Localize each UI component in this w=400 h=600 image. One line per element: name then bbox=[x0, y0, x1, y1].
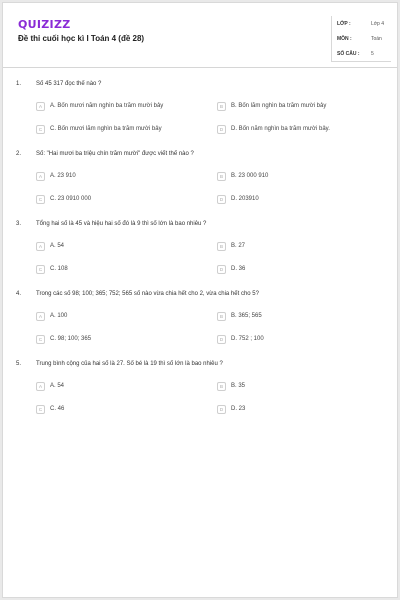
option-letter-box: D bbox=[217, 125, 226, 134]
meta-key: LỚP : bbox=[337, 20, 351, 27]
option-text: B. 27 bbox=[231, 243, 246, 249]
option-letter-box: C bbox=[36, 125, 45, 134]
option-text: B. Bốn lăm nghìn ba trăm mười bảy bbox=[231, 103, 327, 109]
option-letter-box: D bbox=[217, 195, 226, 204]
option-text: C. Bốn mươi lăm nghìn ba trăm mười bảy bbox=[50, 126, 162, 132]
meta-value: 5 bbox=[371, 50, 374, 57]
option-d[interactable] bbox=[217, 124, 330, 134]
option-text: C. 98; 100; 365 bbox=[50, 336, 92, 342]
question-number: 3. bbox=[16, 221, 22, 227]
option-d[interactable] bbox=[217, 194, 259, 204]
option-letter-box: D bbox=[217, 265, 226, 274]
option-c[interactable] bbox=[36, 194, 91, 204]
option-letter-box: B bbox=[217, 312, 226, 321]
option-text: D. 203910 bbox=[231, 196, 259, 202]
option-text: A. Bốn mươi năm nghìn ba trăm mười bảy bbox=[50, 103, 164, 109]
option-b[interactable] bbox=[217, 241, 245, 251]
option-d[interactable] bbox=[217, 264, 245, 274]
question-text: Trung bình cộng của hai số là 27. Số bé là 19 thì số lớn là bao nhiêu ? bbox=[36, 361, 223, 367]
option-a[interactable] bbox=[36, 381, 64, 391]
question-number: 5. bbox=[16, 361, 22, 367]
option-a[interactable] bbox=[36, 101, 163, 111]
question-text: Số 45 317 đọc thế nào ? bbox=[36, 81, 102, 87]
question-number: 4. bbox=[16, 291, 22, 297]
option-letter-box: B bbox=[217, 172, 226, 181]
meta-value: Toán bbox=[371, 35, 382, 42]
option-c[interactable] bbox=[36, 334, 91, 344]
option-c[interactable] bbox=[36, 404, 64, 414]
question-text: Số: "Hai mươi ba triệu chín trăm mười" được viết thế nào ? bbox=[36, 151, 194, 157]
option-text: B. 35 bbox=[231, 383, 246, 389]
question-text: Tổng hai số là 45 và hiệu hai số đó là 9 thì số lớn là bao nhiêu ? bbox=[36, 221, 207, 227]
option-b[interactable] bbox=[217, 101, 326, 111]
option-letter-box: A bbox=[36, 242, 45, 251]
option-text: D. 23 bbox=[231, 406, 246, 412]
option-c[interactable] bbox=[36, 124, 162, 134]
option-letter-box: B bbox=[217, 382, 226, 391]
question-number: 2. bbox=[16, 151, 22, 157]
meta-row-subject bbox=[332, 31, 391, 46]
option-b[interactable] bbox=[217, 171, 268, 181]
option-text: C. 108 bbox=[50, 266, 68, 272]
option-text: C. 23 0910 000 bbox=[50, 196, 92, 202]
option-letter-box: A bbox=[36, 102, 45, 111]
option-c[interactable] bbox=[36, 264, 68, 274]
option-letter-box: D bbox=[217, 335, 226, 344]
option-letter-box: A bbox=[36, 382, 45, 391]
option-letter-box: C bbox=[36, 405, 45, 414]
option-letter-box: A bbox=[36, 172, 45, 181]
header-divider bbox=[3, 67, 397, 68]
option-letter-box: B bbox=[217, 102, 226, 111]
quizizz-logo: QUIZIZZ bbox=[18, 18, 71, 31]
question-text: Trong các số 98; 100; 365; 752; 565 số nào vừa chia hết cho 2, vừa chia hết cho 5? bbox=[36, 291, 259, 297]
worksheet-page bbox=[2, 2, 398, 598]
option-b[interactable] bbox=[217, 311, 262, 321]
option-text: A. 54 bbox=[50, 383, 65, 389]
meta-key: SỐ CÂU : bbox=[337, 50, 360, 57]
option-a[interactable] bbox=[36, 311, 67, 321]
option-letter-box: B bbox=[217, 242, 226, 251]
option-d[interactable] bbox=[217, 404, 245, 414]
option-d[interactable] bbox=[217, 334, 264, 344]
option-letter-box: C bbox=[36, 335, 45, 344]
option-letter-box: D bbox=[217, 405, 226, 414]
option-text: A. 100 bbox=[50, 313, 68, 319]
option-letter-box: C bbox=[36, 195, 45, 204]
meta-info-box bbox=[331, 16, 391, 62]
option-a[interactable] bbox=[36, 241, 64, 251]
option-text: A. 54 bbox=[50, 243, 65, 249]
option-text: D. 36 bbox=[231, 266, 246, 272]
option-text: D. Bốn năm nghìn ba trăm mười bảy. bbox=[231, 126, 330, 132]
meta-value: Lớp 4 bbox=[371, 20, 385, 27]
meta-row-class bbox=[332, 16, 391, 31]
option-text: B. 365; 565 bbox=[231, 313, 262, 319]
document-title: Đề thi cuối học kì I Toán 4 (đề 28) bbox=[18, 34, 145, 43]
question-number: 1. bbox=[16, 81, 22, 87]
option-a[interactable] bbox=[36, 171, 76, 181]
option-letter-box: A bbox=[36, 312, 45, 321]
option-text: C. 46 bbox=[50, 406, 65, 412]
option-letter-box: C bbox=[36, 265, 45, 274]
meta-row-question-count bbox=[332, 46, 391, 61]
option-text: D. 752 ; 100 bbox=[231, 336, 264, 342]
option-b[interactable] bbox=[217, 381, 245, 391]
option-text: B. 23 000 910 bbox=[231, 173, 269, 179]
option-text: A. 23 910 bbox=[50, 173, 76, 179]
meta-key: MÔN : bbox=[337, 35, 352, 42]
